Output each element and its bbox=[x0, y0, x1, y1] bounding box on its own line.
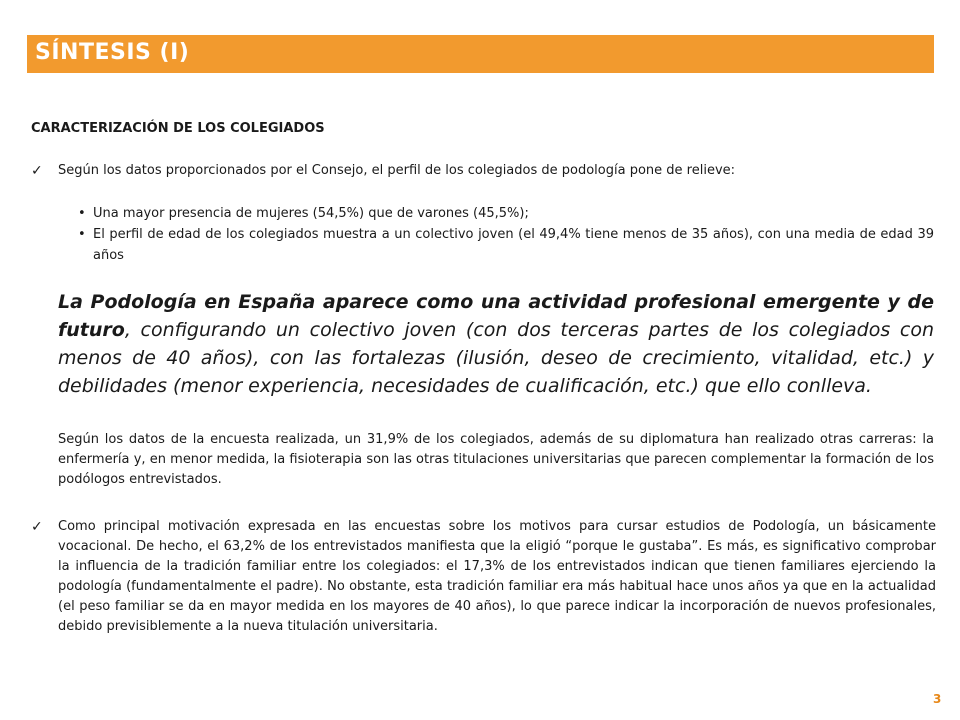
key-finding bbox=[58, 288, 934, 400]
survey-paragraph: Según los datos de la encuesta realizada, un 31,9% de los colegiados, además de su diplomatura han realizado otras carreras: la enfermería y, en menor medida, la fisioterapia son las otras titulaciones universitarias que parecen complementar la formación de los podólogos entrevistados. bbox=[58, 432, 934, 487]
check-item-2 bbox=[31, 517, 936, 642]
key-finding-rest: , configurando un colectivo joven (con dos terceras partes de los colegiados con menos de 40 años), con las fortalezas (ilusión, deseo de crecimiento, vitalidad, etc.) y debilidades (menor experiencia, necesidades de cualificación, etc.) que ello conlleva. bbox=[58, 319, 934, 397]
key-finding-bold: La Podología en España aparece como una actividad profesional emergente y de futuro bbox=[58, 291, 934, 341]
check-item-2-text: Como principal motivación expresada en las encuestas sobre los motivos para cursar estudios de Podología, un básicamente vocacional. De hecho, el 63,2% de los entrevistados manifiesta que la eligió “porque le gustaba”. Es más, es significativo comprobar la influencia de la tradición familiar entre los colegiados: el 17,3% de los entrevistados indican que tienen familiares ejerciendo la podología (fundamentalmente el padre). No obstante, esta tradición familiar era más habitual hace unos años ya que en la actualidad (el peso familiar se da en mayor medida en los mayores de 40 años), lo que parece indicar la incorporación de nuevos profesionales, debido previsiblemente a la nueva titulación universitaria. bbox=[58, 519, 936, 634]
page-title: SÍNTESIS (I) bbox=[35, 40, 190, 65]
bullet-item-2-text: El perfil de edad de los colegiados muestra a un colectivo joven (el 49,4% tiene menos de 35 años), con una media de edad 39 años bbox=[93, 227, 934, 263]
checkmark-icon: ✓ bbox=[31, 163, 43, 179]
bullet-item-2 bbox=[78, 224, 934, 266]
check-item-1 bbox=[31, 161, 936, 181]
page-number: 3 bbox=[933, 692, 942, 706]
bullet-dot-icon: • bbox=[78, 206, 86, 221]
check-item-1-text: Según los datos proporcionados por el Consejo, el perfil de los colegiados de podología pone de relieve: bbox=[58, 163, 736, 178]
checkmark-icon: ✓ bbox=[31, 519, 43, 535]
title-bar bbox=[27, 35, 934, 73]
section-heading: CARACTERIZACIÓN DE LOS COLEGIADOS bbox=[31, 121, 325, 136]
bullet-item-1-text: Una mayor presencia de mujeres (54,5%) que de varones (45,5%); bbox=[93, 206, 529, 221]
bullet-item-1 bbox=[78, 203, 934, 224]
bullet-dot-icon: • bbox=[78, 227, 86, 242]
